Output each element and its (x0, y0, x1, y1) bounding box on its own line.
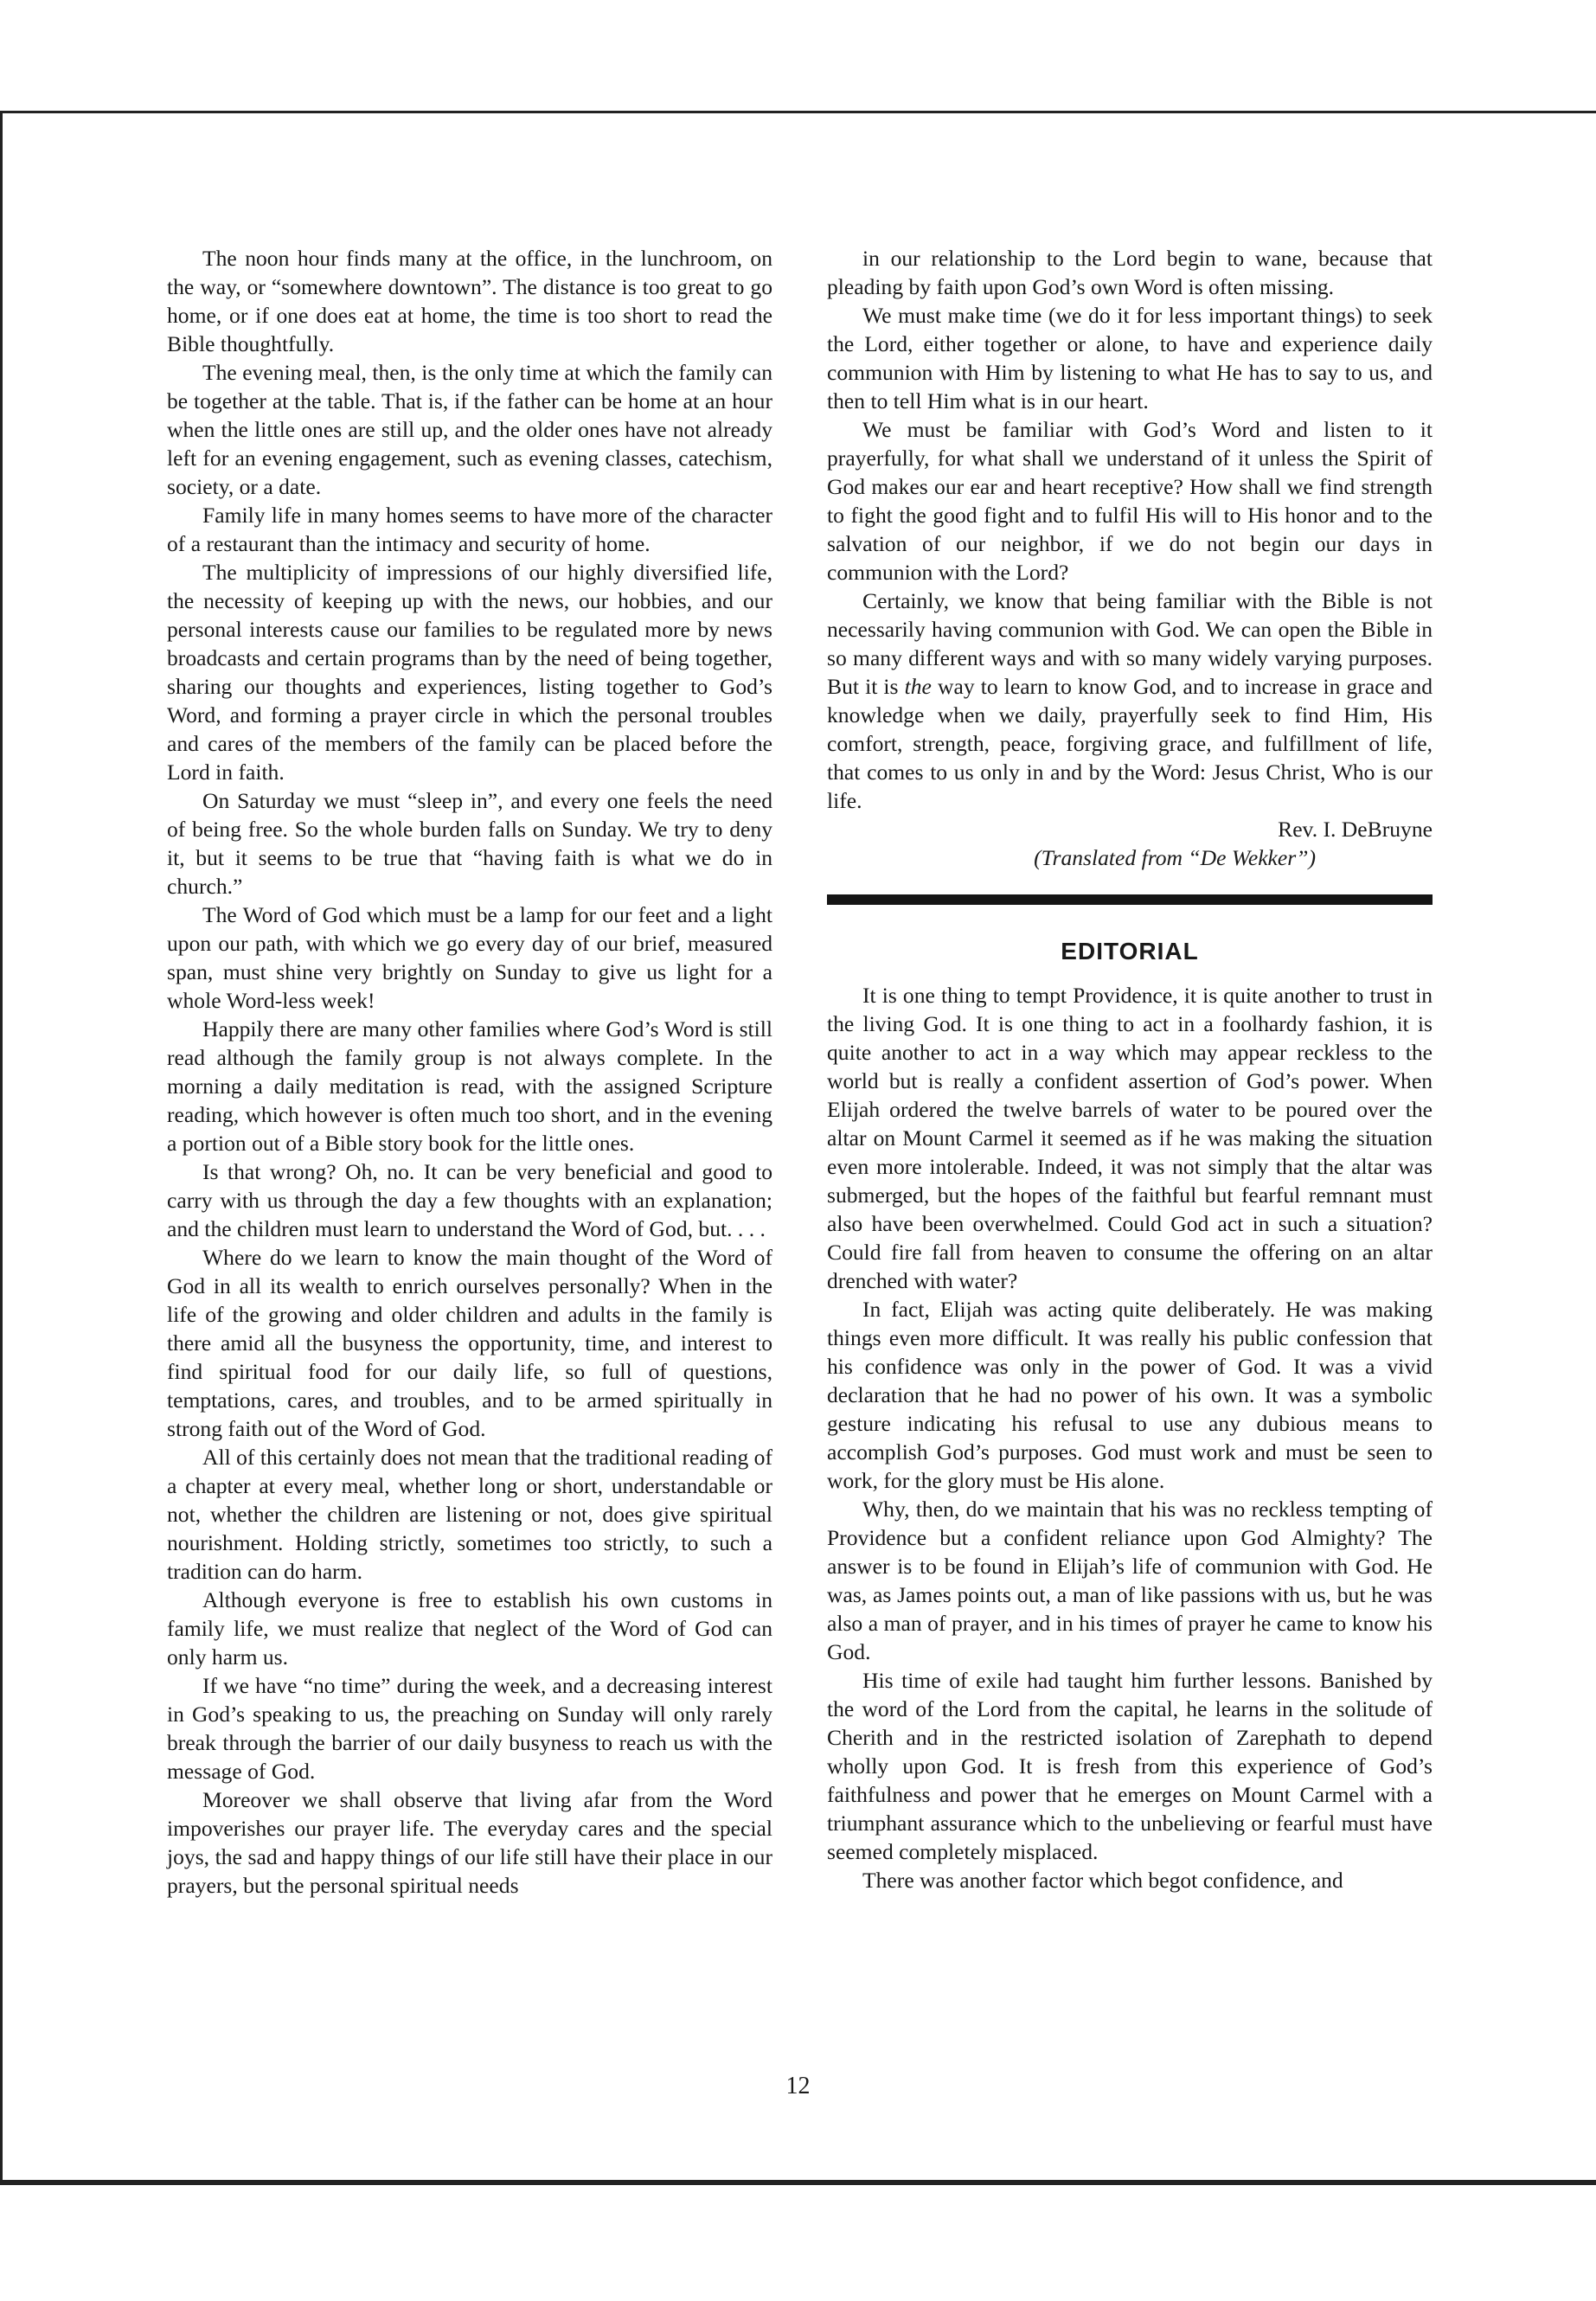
paragraph: The multiplicity of impressions of our highly diversified life, the necessity of keeping up with the news, our hobbies, and our personal interests cause our families to be regulated more by news broadcasts and certain programs than by the need of being together, sharing our thoughts and experiences, listing together to God’s Word, and forming a prayer circle in which the personal troubles and cares of the members of the family can be placed before the Lord in faith. (167, 560, 772, 785)
left-column (167, 244, 772, 1900)
right-column (827, 244, 1433, 1894)
paragraph: Why, then, do we maintain that his was no reckless tempting of Providence but a confident reliance upon God Almighty? The answer is to be found in Elijah’s life of communion with God. He was, as James points out, a man of like passions with us, but he was also a man of prayer, and in his times of prayer he came to know his God. (827, 1497, 1433, 1664)
paragraph: The noon hour finds many at the office, in the lunchroom, on the way, or “somewhere downtown”. The distance is too great to go home, or if one does eat at home, the time is too short to read the Bible thoughtfully. (167, 246, 772, 356)
page-number: 12 (785, 2073, 811, 2099)
paragraph: Family life in many homes seems to have more of the character of a restaurant than the intimacy and security of home. (167, 503, 772, 556)
emphasis: the (904, 674, 932, 699)
paragraph: There was another factor which begot confidence, and (862, 1868, 1343, 1893)
paragraph (827, 586, 1433, 815)
paragraph: Although everyone is free to establish his own customs in family life, we must realize that neglect of the Word of God can only harm us. (167, 1587, 772, 1670)
paragraph: The evening meal, then, is the only time at which the family can be together at the table. That is, if the father can be home at an hour when the little ones are still up, and the older ones have not already left for an evening engagement, such as evening classes, catechism, society, or a date. (167, 360, 772, 499)
paragraph: Happily there are many other families where God’s Word is still read although the family group is not always complete. In the morning a daily meditation is read, with the assigned Scripture reading, which however is often much too short, and in the evening a portion out of a Bible story book for the little ones. (167, 1016, 772, 1156)
paragraph: All of this certainly does not mean that the traditional reading of a chapter at every meal, whether long or short, understandable or not, whether the children are listening or not, does give spiritual nourishment. Holding strictly, sometimes too strictly, to such a tradition can do harm. (167, 1445, 772, 1584)
paragraph: In fact, Elijah was acting quite deliberately. He was making things even more difficult. It was really his public confession that his confidence was only in the power of God. It was a vivid declaration that he had no power of his own. It was a symbolic gesture indicating his refusal to use any dubious means to accomplish God’s purposes. God must work and must be seen to work, for the glory must be His alone. (827, 1297, 1433, 1493)
paragraph: The Word of God which must be a lamp for our feet and a light upon our path, with which we go every day of our brief, measured span, must shine very brightly on Sunday to give us light for a whole Word-less week! (167, 902, 772, 1013)
paragraph: We must make time (we do it for less important things) to seek the Lord, either together or alone, to have and experience daily communion with Him by listening to what He has to say to us, and then to tell Him what is in our heart. (827, 303, 1433, 413)
translation-credit: (Translated from “De Wekker”) (1034, 845, 1316, 870)
paragraph: It is one thing to tempt Providence, it is quite another to trust in the living God. It is one thing to act in a foolhardy fashion, it is quite another to act in a way which may appear reckless to the world but is really a confident assertion of God’s power. When Elijah ordered the twelve barrels of water to be poured over the altar on Mount Carmel it seemed as if he was making the situation even more intolerable. Indeed, it was not simply that the altar was submerged, but the hopes of the faithful but fearful remnant must also have been overwhelmed. Could God act in such a situation? Could fire fall from heaven to consume the offering on an altar drenched with water? (827, 983, 1433, 1293)
page-border-top (0, 111, 1596, 113)
editorial-heading: EDITORIAL (1061, 938, 1199, 965)
paragraph-text: way to learn to know God, and to increase in grace and knowledge when we daily, prayerfully seek to find Him, His comfort, strength, peace, forgiving grace, and fulfillment of life, that comes to us only in and by the Word: Jesus Christ, Who is our life. (827, 674, 1433, 813)
paragraph: If we have “no time” during the week, and a decreasing interest in God’s speaking to us, the preaching on Sunday will only rarely break through the barrier of our daily busyness to reach us with the message of God. (167, 1673, 772, 1784)
paragraph: His time of exile had taught him further lessons. Banished by the word of the Lord from the capital, he learns in the solitude of Cherith and in the restricted isolation of Zarephath to depend wholly upon God. It is fresh from this experience of God’s faithfulness and power that he emerges on Mount Carmel with a triumphant assurance which to the unbelieving or fearful must have seemed completely misplaced. (827, 1668, 1433, 1864)
paragraph: Is that wrong? Oh, no. It can be very beneficial and good to carry with us through the day a few thoughts with an explanation; and the children must learn to understand the Word of God, but. . . . (167, 1159, 772, 1241)
author-signature: Rev. I. DeBruyne (1278, 817, 1433, 842)
paragraph: We must be familiar with God’s Word and listen to it prayerfully, for what shall we understand of it unless the Spirit of God makes our ear and heart receptive? How shall we find strength to fight the good fight and to fulfil His will to His honor and to the salvation of our neighbor, if we do not begin our days in communion with the Lord? (827, 417, 1433, 585)
paragraph: in our relationship to the Lord begin to wane, because that pleading by faith upon God’s own Word is often missing. (827, 246, 1433, 299)
page-border-left (0, 111, 3, 2182)
paragraph: Where do we learn to know the main thought of the Word of God in all its wealth to enrich ourselves personally? When in the life of the growing and older children and adults in the family is there amid all the busyness the opportunity, time, and interest to find spiritual food for our daily life, so full of questions, temptations, cares, and troubles, and to be armed spiritually in strong faith out of the Word of God. (167, 1245, 772, 1441)
paragraph: Moreover we shall observe that living afar from the Word impoverishes our prayer life. The everyday cares and the special joys, the sad and happy things of our life still have their place in our prayers, but the personal spiritual needs (167, 1787, 772, 1898)
section-divider (827, 894, 1433, 905)
paragraph-text: Certainly, we know that being familiar with the Bible is not necessarily having communion with God. We can open the Bible in so many different ways and with so many widely varying purposes. But it is (827, 588, 1433, 699)
page-border-bottom (0, 2180, 1596, 2185)
paragraph: On Saturday we must “sleep in”, and every one feels the need of being free. So the whole burden falls on Sunday. We try to deny it, but it seems to be true that “having faith is what we do in church.” (167, 788, 772, 899)
